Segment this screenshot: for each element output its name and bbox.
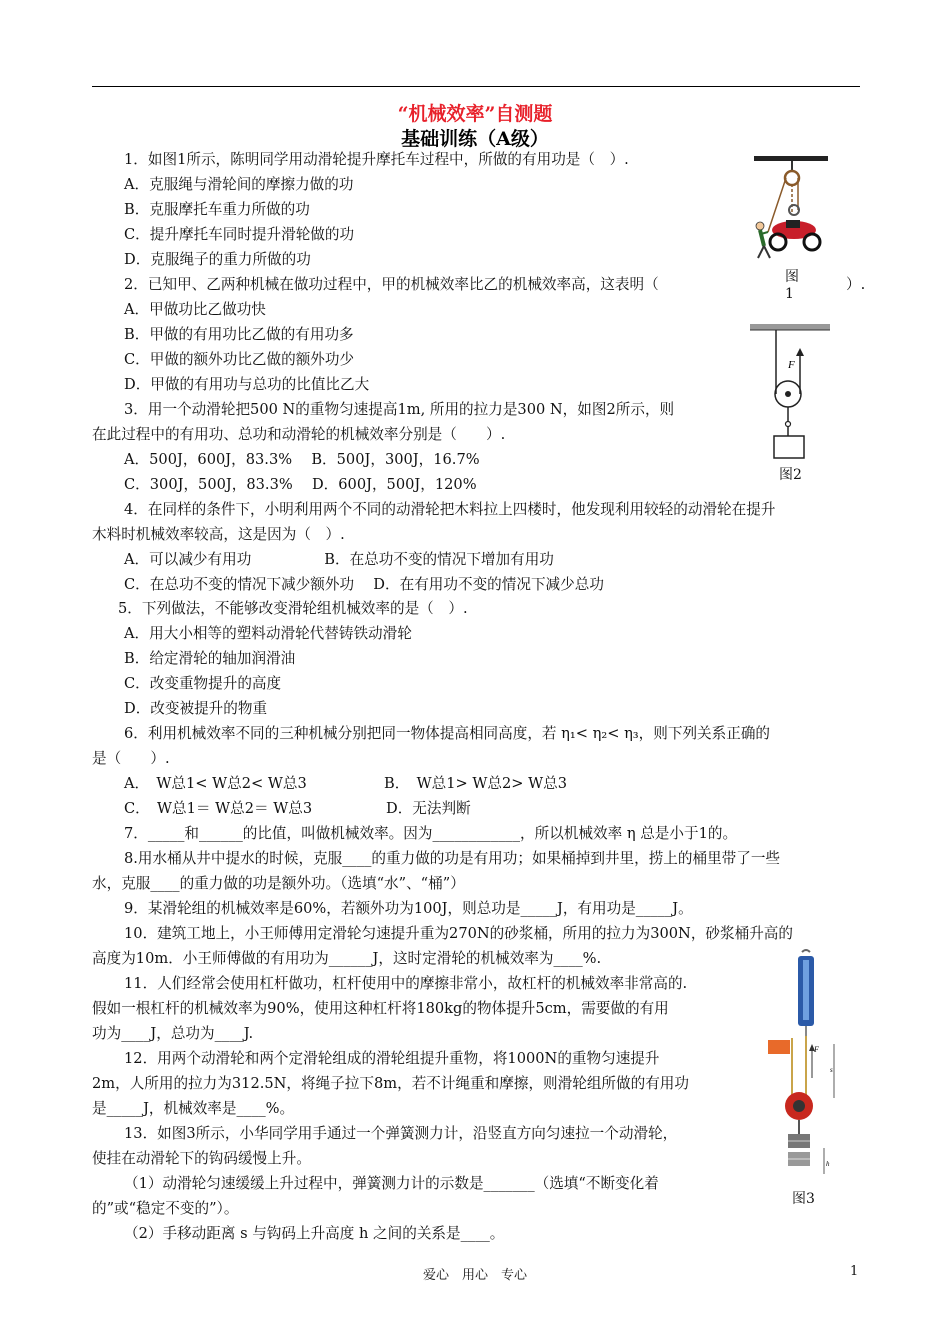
text-line: C．甲做的额外功比乙做的额外功少	[124, 351, 355, 368]
text-line: B．给定滑轮的轴加润滑油	[124, 650, 296, 667]
text-line: D．克服绳子的重力所做的功	[124, 251, 311, 268]
figure-3-spring-scale-pulley	[762, 948, 852, 1186]
text-line: 3．用一个动滑轮把500 N的重物匀速提高1m, 所用的拉力是300 N，如图2所示，则	[124, 401, 675, 418]
text-line: 使挂在动滑轮下的钩码缓慢上升。	[92, 1150, 311, 1167]
text-line: （2）手移动距离 s 与钩码上升高度 h 之间的关系是____。	[124, 1225, 505, 1242]
text-line: C．300J，500J，83.3% D．600J，500J，120%	[124, 476, 477, 493]
figure-3-force-label: F	[814, 1045, 819, 1054]
text-line: A．500J，600J，83.3% B．500J，300J，16.7%	[124, 451, 480, 468]
text-line: 功为____J，总功为____J.	[92, 1025, 254, 1042]
document-title: “机械效率”自测题	[397, 103, 553, 125]
document-subtitle: 基础训练（A级）	[401, 128, 549, 150]
text-line: 木料时机械效率较高，这是因为（ ）.	[92, 526, 345, 543]
figure-3-height-label: h	[826, 1160, 830, 1168]
text-line: 的”或“稳定不变的”）。	[92, 1200, 239, 1217]
text-line: 2m，人所用的拉力为312.5N，将绳子拉下8m，若不计绳重和摩擦，则滑轮组所做的有用功	[92, 1075, 689, 1092]
text-line: C．改变重物提升的高度	[124, 675, 282, 692]
text-line: 水，克服____的重力做的功是额外功。（选填“水”、“桶”）	[92, 875, 465, 892]
text-line: C．在总功不变的情况下减少额外功 D．在有用功不变的情况下减少总功	[124, 576, 604, 593]
text-line: 7．_____和______的比值，叫做机械效率。因为____________，所以机械效率 η 总是小于1的。	[124, 825, 738, 842]
text-line: C．提升摩托车同时提升滑轮做的功	[124, 226, 355, 243]
text-line: 在此过程中的有用功、总功和动滑轮的机械效率分别是（ ）.	[92, 426, 506, 443]
text-line: 13．如图3所示，小华同学用手通过一个弹簧测力计，沿竖直方向匀速拉一个动滑轮，	[124, 1125, 678, 1142]
page-footer: 爱心 用心 专心	[422, 1268, 527, 1283]
page-number: 1	[850, 1264, 859, 1279]
text-line: D．无法判断	[386, 800, 471, 817]
figure-1-pulley-motorcycle	[748, 154, 834, 264]
text-line: 10．建筑工地上，小王师傅用定滑轮匀速提升重为270N的砂浆桶，所用的拉力为300N，砂浆桶升高的	[124, 925, 793, 942]
text-line: ）.	[846, 276, 866, 293]
figure-2-force-label: F	[788, 359, 795, 371]
text-line: 9．某滑轮组的机械效率是60%，若额外功为100J，则总功是_____J，有用功是_____J。	[124, 900, 693, 917]
text-line: A． W总1< W总2< W总3	[124, 775, 307, 792]
text-line: 11．人们经常会使用杠杆做功，杠杆使用中的摩擦非常小，故杠杆的机械效率非常高的.	[124, 975, 688, 992]
text-line: 是（ ）.	[92, 750, 170, 767]
text-line: A．可以减少有用功 B．在总功不变的情况下增加有用功	[124, 551, 554, 568]
text-line: 2．已知甲、乙两种机械在做功过程中，甲的机械效率比乙的机械效率高，这表明（	[124, 276, 659, 293]
text-line: 8.用水桶从井中提水的时候，克服____的重力做的功是有用功；如果桶掉到井里，捞上的桶里带了一些	[124, 850, 781, 867]
text-line: A．克服绳与滑轮间的摩擦力做的功	[124, 176, 354, 193]
text-line: C． W总1＝ W总2＝ W总3	[124, 800, 313, 817]
text-line: 高度为10m．小王师傅做的有用功为______J，这时定滑轮的机械效率为____%.	[92, 950, 602, 967]
text-line: 是_____J，机械效率是____%。	[92, 1100, 295, 1117]
text-line: D．甲做的有用功与总功的比值比乙大	[124, 376, 370, 393]
figure-1-caption-number: 1	[785, 286, 794, 302]
text-line: 假如一根杠杆的机械效率为90%，使用这种杠杆将180kg的物体提升5cm，需要做的有用	[92, 1000, 669, 1017]
figure-1-caption: 图	[785, 269, 799, 285]
text-line: 12．用两个动滑轮和两个定滑轮组成的滑轮组提升重物，将1000N的重物匀速提升	[124, 1050, 660, 1067]
text-line: 4．在同样的条件下，小明利用两个不同的动滑轮把木料拉上四楼时，他发现利用较轻的动滑轮在提升	[124, 501, 776, 518]
text-line: A．用大小相等的塑料动滑轮代替铸铁动滑轮	[124, 625, 412, 642]
text-line: 1．如图1所示，陈明同学用动滑轮提升摩托车过程中，所做的有用功是（ ）.	[124, 151, 629, 168]
text-line: B．甲做的有用功比乙做的有用功多	[124, 326, 354, 343]
text-line: （1）动滑轮匀速缓缓上升过程中，弹簧测力计的示数是_______（选填“不断变化着	[124, 1175, 659, 1192]
text-line: D．改变被提升的物重	[124, 700, 268, 717]
text-line: B．克服摩托车重力所做的功	[124, 201, 310, 218]
text-line: 5．下列做法，不能够改变滑轮组机械效率的是（ ）.	[118, 600, 468, 617]
text-line: 6．利用机械效率不同的三种机械分别把同一物体提高相同高度，若 η₁< η₂< η₃，则下列关系正确的	[124, 725, 771, 742]
figure-2-caption: 图2	[779, 467, 802, 483]
text-line: A．甲做功比乙做功快	[124, 301, 266, 318]
text-line: B． W总1> W总2> W总3	[384, 775, 567, 792]
figure-2-movable-pulley	[748, 322, 832, 462]
header-rule	[92, 86, 860, 87]
figure-3-distance-label: s	[830, 1066, 833, 1074]
figure-3-caption: 图3	[792, 1191, 815, 1207]
